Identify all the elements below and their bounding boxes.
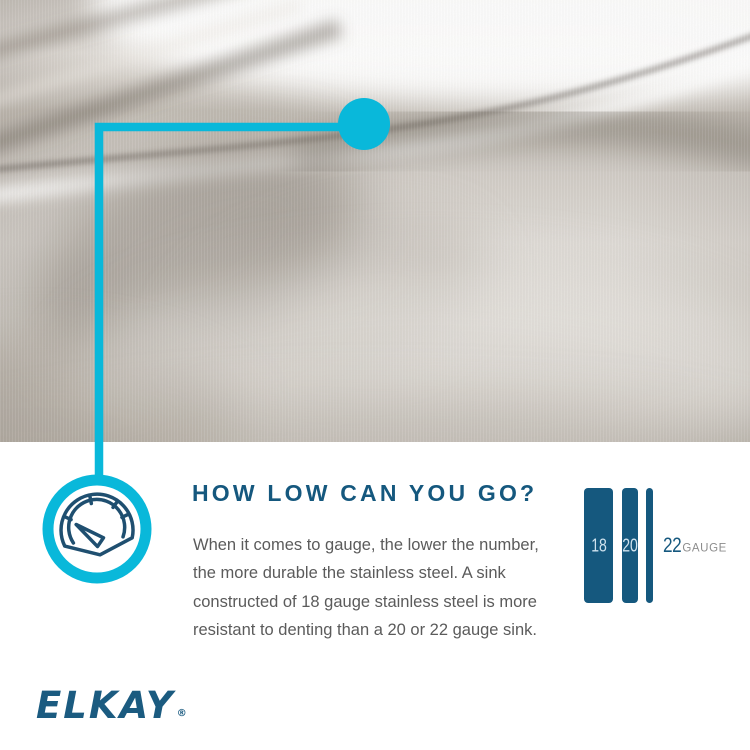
gauge-badge-circle	[48, 480, 146, 578]
gauge-bar-22	[646, 488, 653, 603]
gauge-bar-22-label: 22	[663, 533, 682, 557]
body-line: the more durable the stainless steel. A sink	[193, 564, 506, 583]
body-paragraph	[193, 531, 583, 645]
body-line: resistant to denting than a 20 or 22 gauge sink.	[193, 621, 537, 640]
brand-logo-text: ELKAY	[36, 684, 175, 727]
gauge-bar-20-label: 20	[622, 535, 638, 555]
gauge-bar-18	[584, 488, 613, 603]
gauge-22-label-group	[663, 488, 727, 603]
registered-trademark-symbol: ®	[176, 708, 187, 719]
section-heading: HOW LOW CAN YOU GO?	[192, 480, 538, 506]
gauge-unit-label: GAUGE	[682, 542, 727, 554]
gauge-bar-20	[622, 488, 638, 603]
body-line: When it comes to gauge, the lower the number,	[193, 536, 539, 554]
brand-logo	[36, 684, 187, 727]
gauge-bar-18-label: 18	[590, 535, 607, 555]
body-line: constructed of 18 gauge stainless steel is more	[193, 592, 537, 611]
gauge-speedometer-icon	[57, 490, 136, 559]
